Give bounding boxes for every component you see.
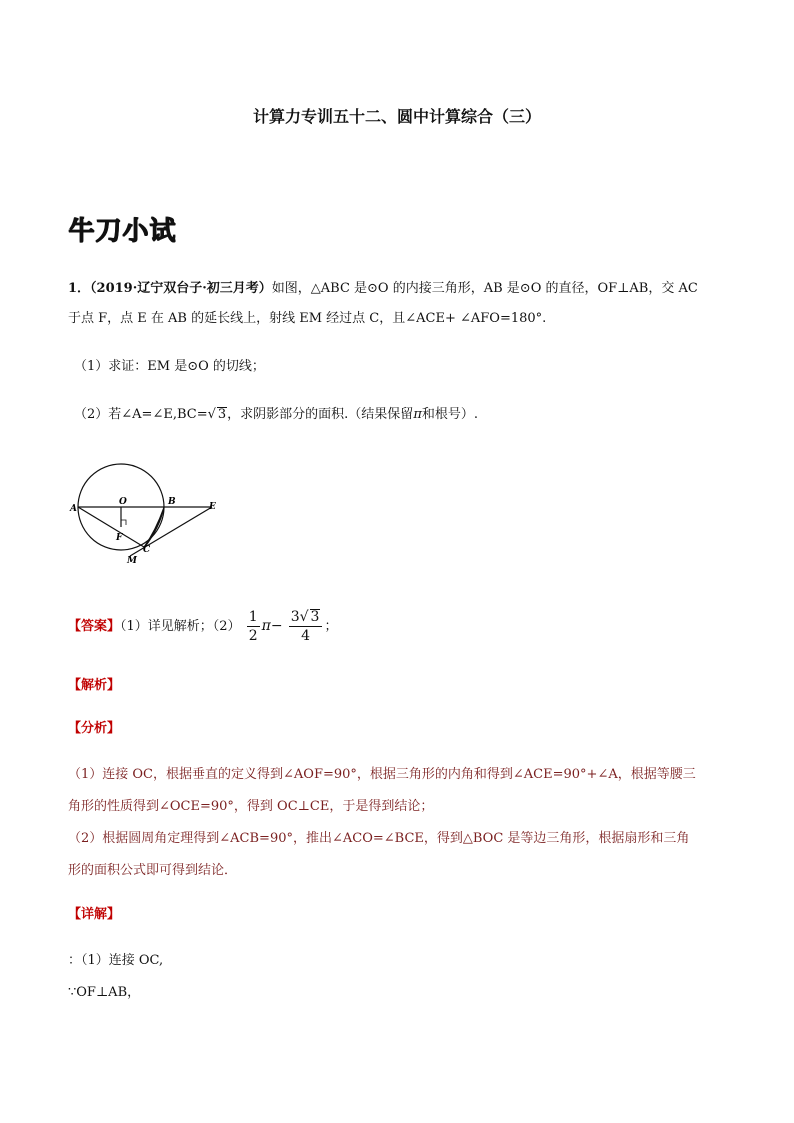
label-a: A	[70, 504, 77, 514]
label-c: C	[143, 545, 151, 555]
problem-text-1: 如图，△ABC 是⊙O 的内接三角形，AB 是⊙O 的直径，OF⊥AB，交 AC	[271, 281, 698, 296]
problem-part-2	[74, 406, 478, 424]
label-o: O	[119, 497, 127, 507]
right-angle-mark	[121, 520, 126, 525]
analysis-line-2: 角形的性质得到∠OCE=90°，得到 OC⊥CE，于是得到结论；	[68, 799, 434, 814]
answer-line	[68, 606, 337, 647]
label-m: M	[127, 556, 137, 566]
problem-part-1: （1）求证：EM 是⊙O 的切线；	[74, 359, 265, 374]
analysis-subtag: 【分析】	[68, 721, 121, 736]
analysis-line-3: （2）根据圆周角定理得到∠ACB=90°，推出∠ACO=∠BCE，得到△BOC 是等边三角形，根据扇形和三角	[68, 831, 690, 846]
sqrt-radicand: 3	[217, 407, 227, 422]
problem-source: （2019·辽宁双台子·初三月考）	[90, 281, 272, 296]
analysis-line-4: 形的面积公式即可得到结论．	[68, 863, 238, 878]
pi-symbol: π	[413, 407, 422, 422]
label-e: E	[209, 502, 216, 512]
answer-minus: −	[270, 618, 283, 634]
sqrt-symbol: √	[207, 407, 216, 422]
part2-text-after: ，求阴影部分的面积.（结果保留	[227, 407, 414, 422]
frac2-num	[289, 608, 323, 627]
frac2-coef: 3	[290, 609, 300, 625]
fraction-one-half	[247, 608, 260, 645]
frac2-den: 4	[301, 628, 311, 644]
answer-tag: 【答案】	[68, 619, 121, 634]
detail-tag: 【详解】	[68, 907, 121, 922]
problem-line-1	[68, 280, 698, 298]
geometry-figure	[68, 460, 238, 570]
frac2-sqrt-symbol: √	[299, 609, 309, 625]
chord-ac	[78, 507, 144, 547]
section-heading: 牛刀小试	[68, 216, 177, 246]
detail-line-2: ∵OF⊥AB，	[68, 985, 141, 1000]
problem-number: 1．	[68, 281, 91, 296]
analysis-line-1: （1）连接 OC，根据垂直的定义得到∠AOF=90°，根据三角形的内角和得到∠ACE=90°+∠A，根据等腰三	[68, 767, 696, 782]
problem-line-2: 于点 F，点 E 在 AB 的延长线上，射线 EM 经过点 C，且∠ACE+ ∠AFO=180°.	[68, 311, 547, 326]
part2-text-end: 和根号）.	[421, 407, 478, 422]
frac2-radicand: 3	[310, 609, 320, 625]
frac1-num: 1	[248, 609, 258, 625]
label-b: B	[168, 497, 176, 507]
analysis-tag: 【解析】	[68, 678, 121, 693]
frac1-den: 2	[248, 628, 258, 644]
answer-pi: π	[261, 618, 271, 634]
label-f: F	[116, 533, 123, 543]
fraction-three-root-three-over-four	[289, 608, 323, 645]
answer-part1: （1）详见解析；（2）	[120, 619, 241, 634]
part2-text: （2）若∠A=∠E,BC=	[74, 407, 208, 422]
detail-line-1: ：（1）连接 OC,	[68, 953, 164, 968]
page-title: 计算力专训五十二、圆中计算综合（三）	[252, 107, 541, 126]
answer-end: ；	[324, 619, 338, 634]
